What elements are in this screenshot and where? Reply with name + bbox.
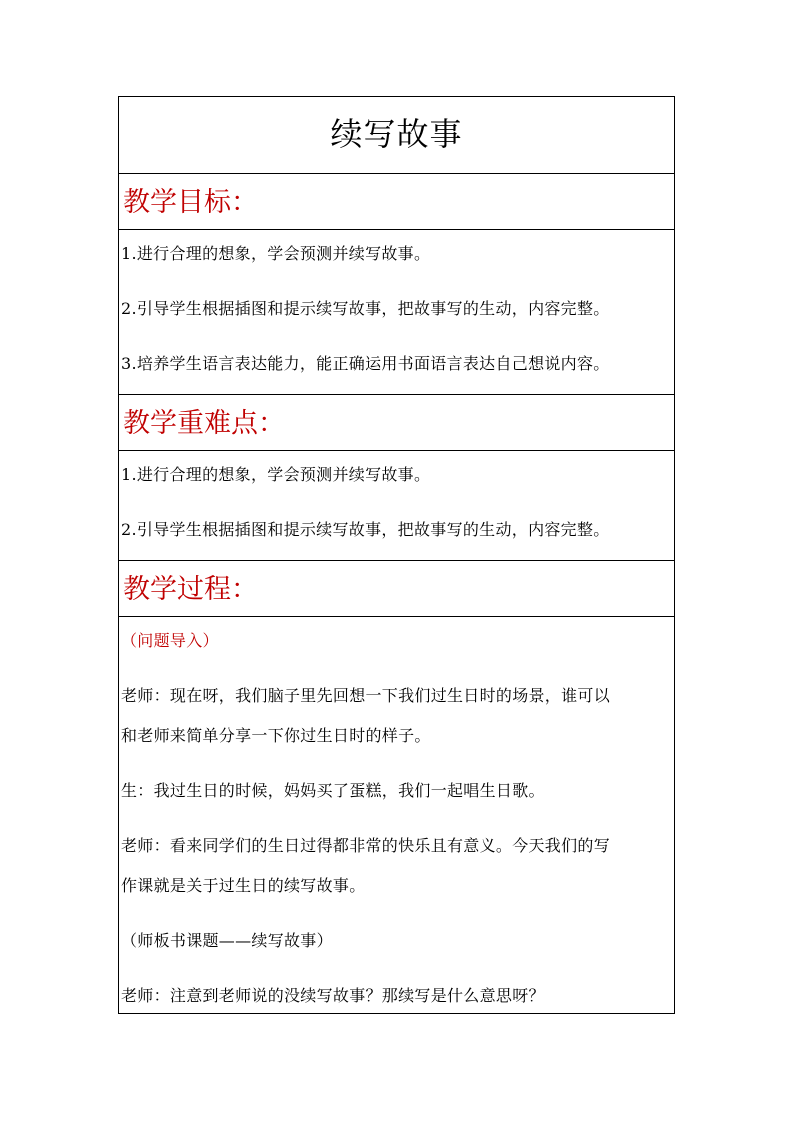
goals-heading-row — [119, 173, 674, 229]
keypoint-item: 1.进行合理的想象，学会预测并续写故事。 — [121, 465, 431, 484]
process-content-row — [119, 616, 674, 1013]
process-line: 老师：注意到老师说的没续写故事？那续写是什么意思呀？ — [121, 986, 545, 1005]
keypoints-heading: 教学重难点： — [123, 408, 285, 439]
keypoints-heading-row — [119, 394, 674, 450]
process-line: 老师：看来同学们的生日过得都非常的快乐且有意义。今天我们的写 — [121, 836, 611, 855]
lesson-plan-table — [118, 96, 675, 1014]
process-line: 和老师来简单分享一下你过生日时的样子。 — [121, 726, 431, 745]
process-heading-row — [119, 560, 674, 616]
process-line: （问题导入） — [121, 631, 219, 650]
goal-item: 3.培养学生语言表达能力，能正确运用书面语言表达自己想说内容。 — [121, 354, 610, 373]
goal-item: 2.引导学生根据插图和提示续写故事，把故事写的生动，内容完整。 — [121, 299, 610, 318]
goals-heading: 教学目标： — [123, 187, 258, 218]
keypoint-item: 2.引导学生根据插图和提示续写故事，把故事写的生动，内容完整。 — [121, 520, 610, 539]
goals-content-row — [119, 229, 674, 394]
goal-item: 1.进行合理的想象，学会预测并续写故事。 — [121, 244, 431, 263]
process-heading: 教学过程： — [123, 574, 258, 605]
document-title: 续写故事 — [330, 115, 463, 153]
process-line: 生：我过生日的时候，妈妈买了蛋糕，我们一起唱生日歌。 — [121, 781, 545, 800]
process-line: （师板书课题——续写故事） — [121, 931, 333, 950]
process-line: 老师：现在呀，我们脑子里先回想一下我们过生日时的场景，谁可以 — [121, 686, 611, 705]
process-line: 作课就是关于过生日的续写故事。 — [121, 876, 366, 895]
title-row — [119, 97, 674, 173]
keypoints-content-row — [119, 450, 674, 560]
